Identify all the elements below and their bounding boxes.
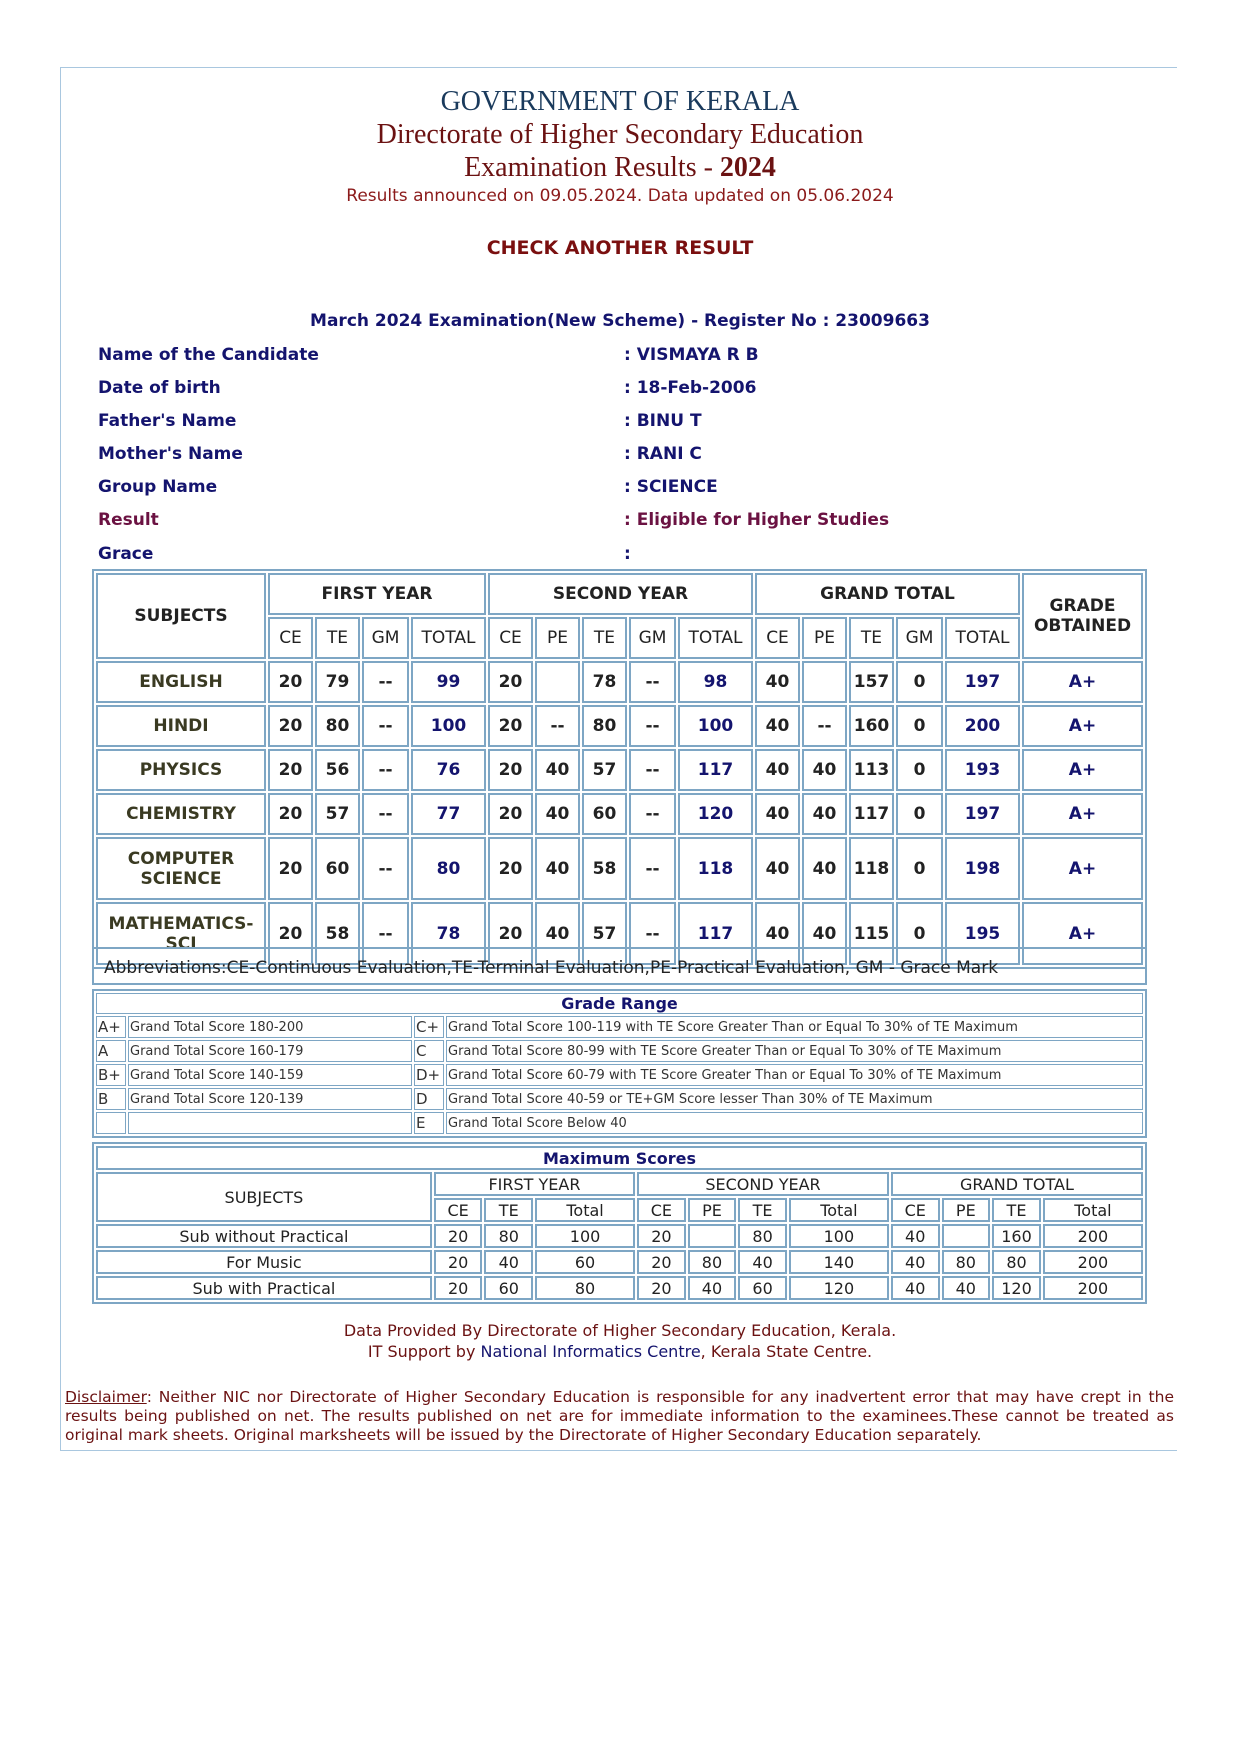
subject-name: CHEMISTRY <box>96 793 266 835</box>
col-header: CE <box>891 1198 940 1222</box>
grace-value: : <box>624 544 631 564</box>
max-cell <box>942 1224 991 1248</box>
max-cell: 80 <box>738 1224 787 1248</box>
disclaimer-text: : Neither NIC nor Directorate of Higher Secondary Education is responsible for any inadvertent error that may have crept in the results being published on net. The results published on net are for immediate information to the examinees.These cannot be treated as original mark sheets. Original marksheets will be issued by the Directorate of Higher Secondary Education separately. <box>65 1388 1174 1444</box>
score-cell: 0 <box>896 661 943 703</box>
score-cell: 20 <box>268 749 313 791</box>
grade-desc <box>128 1112 412 1134</box>
score-cell: 0 <box>896 793 943 835</box>
max-cell: 200 <box>1043 1276 1143 1300</box>
score-cell: 40 <box>802 749 847 791</box>
grade-key <box>96 1112 126 1134</box>
score-cell: 40 <box>535 902 580 965</box>
max-cell: 40 <box>891 1250 940 1274</box>
exam-year: 2024 <box>719 152 776 183</box>
score-cell: -- <box>362 902 409 965</box>
max-cell: 40 <box>688 1276 737 1300</box>
it-support-prefix: IT Support by <box>367 1342 481 1361</box>
group-name-label: Group Name <box>98 477 218 497</box>
max-subjects-header: SUBJECTS <box>96 1172 432 1222</box>
max-cell: 200 <box>1043 1224 1143 1248</box>
total-cell: 197 <box>945 793 1020 835</box>
score-cell: 40 <box>535 749 580 791</box>
score-cell: 20 <box>488 837 533 900</box>
grade-key: B <box>96 1088 126 1110</box>
total-cell: 198 <box>945 837 1020 900</box>
col-header: TE <box>849 617 894 659</box>
max-first-year-header: FIRST YEAR <box>434 1172 635 1196</box>
score-cell: 118 <box>849 837 894 900</box>
dob-value: : 18-Feb-2006 <box>624 378 757 398</box>
total-cell: 193 <box>945 749 1020 791</box>
score-cell <box>802 661 847 703</box>
col-header: GM <box>362 617 409 659</box>
score-cell: 79 <box>315 661 360 703</box>
grade-desc: Grand Total Score 180-200 <box>128 1016 412 1038</box>
max-cell: 160 <box>992 1224 1041 1248</box>
score-cell: 20 <box>488 902 533 965</box>
total-cell: 195 <box>945 902 1020 965</box>
max-row-label: Sub without Practical <box>96 1224 432 1248</box>
max-grand-total-header: GRAND TOTAL <box>891 1172 1143 1196</box>
score-cell: 0 <box>896 837 943 900</box>
score-cell: 20 <box>488 705 533 747</box>
max-cell: 20 <box>434 1250 483 1274</box>
father-name-label: Father's Name <box>98 411 237 431</box>
score-cell: -- <box>629 661 676 703</box>
total-cell: 99 <box>411 661 486 703</box>
max-cell <box>688 1224 737 1248</box>
total-cell: 100 <box>678 705 753 747</box>
score-cell: -- <box>629 793 676 835</box>
grace-label: Grace <box>98 544 154 564</box>
grade-desc: Grand Total Score 100-119 with TE Score Greater Than or Equal To 30% of TE Maximum <box>446 1016 1143 1038</box>
grade-cell: A+ <box>1022 661 1143 703</box>
dob-label: Date of birth <box>98 378 221 398</box>
score-cell: 0 <box>896 902 943 965</box>
max-cell: 60 <box>535 1250 635 1274</box>
score-cell: -- <box>802 705 847 747</box>
grade-cell: A+ <box>1022 749 1143 791</box>
max-cell: 20 <box>637 1250 686 1274</box>
score-cell: 20 <box>488 749 533 791</box>
score-cell: 40 <box>755 793 800 835</box>
table-row <box>96 837 1143 900</box>
score-cell: 20 <box>268 902 313 965</box>
score-cell: 0 <box>896 705 943 747</box>
table-row <box>96 1040 1143 1062</box>
max-cell: 40 <box>891 1276 940 1300</box>
score-cell: 20 <box>268 793 313 835</box>
score-cell: 115 <box>849 902 894 965</box>
col-header: PE <box>535 617 580 659</box>
table-row <box>96 1088 1143 1110</box>
score-cell: 40 <box>802 902 847 965</box>
score-cell: 40 <box>535 837 580 900</box>
col-header: PE <box>688 1198 737 1222</box>
mother-name-label: Mother's Name <box>98 444 243 464</box>
score-cell: -- <box>629 749 676 791</box>
score-cell: 60 <box>582 793 627 835</box>
result-value: : Eligible for Higher Studies <box>624 510 890 530</box>
col-header: CE <box>637 1198 686 1222</box>
total-cell: 98 <box>678 661 753 703</box>
total-cell: 100 <box>411 705 486 747</box>
total-cell: 200 <box>945 705 1020 747</box>
score-cell: 80 <box>315 705 360 747</box>
candidate-name-value: : VISMAYA R B <box>624 345 759 365</box>
table-row <box>96 1016 1143 1038</box>
grade-cell: A+ <box>1022 837 1143 900</box>
candidate-name-label: Name of the Candidate <box>98 345 319 365</box>
score-cell: 160 <box>849 705 894 747</box>
col-header: TOTAL <box>678 617 753 659</box>
score-cell: 78 <box>582 661 627 703</box>
score-cell: 40 <box>802 793 847 835</box>
score-cell: -- <box>362 705 409 747</box>
col-header: Total <box>789 1198 889 1222</box>
score-cell: 20 <box>488 661 533 703</box>
total-cell: 78 <box>411 902 486 965</box>
group-name-value: : SCIENCE <box>624 477 718 497</box>
max-cell: 140 <box>789 1250 889 1274</box>
table-row <box>96 793 1143 835</box>
score-cell: -- <box>629 837 676 900</box>
max-cell: 20 <box>434 1276 483 1300</box>
grade-desc: Grand Total Score 80-99 with TE Score Greater Than or Equal To 30% of TE Maximum <box>446 1040 1143 1062</box>
disclaimer <box>65 1388 1174 1445</box>
max-cell: 40 <box>942 1276 991 1300</box>
score-cell: 20 <box>268 661 313 703</box>
grade-desc: Grand Total Score Below 40 <box>446 1112 1143 1134</box>
max-cell: 200 <box>1043 1250 1143 1274</box>
score-cell: -- <box>362 661 409 703</box>
grade-obtained-header: GRADE OBTAINED <box>1022 573 1143 659</box>
table-row <box>96 1276 1143 1300</box>
max-cell: 40 <box>891 1224 940 1248</box>
score-cell: 20 <box>268 837 313 900</box>
exam-register-title: March 2024 Examination(New Scheme) - Register No : 23009663 <box>310 311 930 331</box>
mother-name-value: : RANI C <box>624 444 702 464</box>
max-cell: 80 <box>942 1250 991 1274</box>
col-header: TE <box>582 617 627 659</box>
announced-note: Results announced on 09.05.2024. Data updated on 05.06.2024 <box>346 186 894 206</box>
col-header: CE <box>488 617 533 659</box>
grade-range-table <box>92 989 1147 1138</box>
score-cell: 117 <box>849 793 894 835</box>
nic-link[interactable]: National Informatics Centre <box>480 1342 701 1361</box>
score-cell: -- <box>535 705 580 747</box>
col-header: CE <box>434 1198 483 1222</box>
table-row <box>96 1112 1143 1134</box>
table-row <box>96 661 1143 703</box>
max-cell: 40 <box>738 1250 787 1274</box>
it-support-note <box>0 1342 1240 1361</box>
max-cell: 80 <box>992 1250 1041 1274</box>
col-header: CE <box>755 617 800 659</box>
score-cell: 40 <box>802 837 847 900</box>
col-header: PE <box>942 1198 991 1222</box>
grade-key: C <box>414 1040 444 1062</box>
score-cell: 20 <box>488 793 533 835</box>
score-cell: 58 <box>582 837 627 900</box>
abbreviations-note: Abbreviations:CE-Continuous Evaluation,TE-Terminal Evaluation,PE-Practical Evaluation, GM - Grace Mark <box>92 947 1147 985</box>
marks-table <box>92 569 1147 969</box>
col-header: TE <box>484 1198 533 1222</box>
grade-key: A+ <box>96 1016 126 1038</box>
total-cell: 117 <box>678 749 753 791</box>
table-row <box>96 1064 1143 1086</box>
subject-name: PHYSICS <box>96 749 266 791</box>
it-support-suffix: , Kerala State Centre. <box>700 1342 873 1361</box>
score-cell: 40 <box>755 837 800 900</box>
govt-title: GOVERNMENT OF KERALA <box>440 86 800 117</box>
subjects-header: SUBJECTS <box>96 573 266 659</box>
grade-desc: Grand Total Score 40-59 or TE+GM Score lesser Than 30% of TE Maximum <box>446 1088 1143 1110</box>
first-year-header: FIRST YEAR <box>268 573 486 615</box>
score-cell: 40 <box>535 793 580 835</box>
col-header: Total <box>1043 1198 1143 1222</box>
grade-desc: Grand Total Score 160-179 <box>128 1040 412 1062</box>
col-header: TE <box>992 1198 1041 1222</box>
max-cell: 100 <box>535 1224 635 1248</box>
max-cell: 120 <box>992 1276 1041 1300</box>
score-cell: 58 <box>315 902 360 965</box>
directorate-title: Directorate of Higher Secondary Education <box>376 119 864 150</box>
table-row <box>96 1224 1143 1248</box>
total-cell: 118 <box>678 837 753 900</box>
col-header: GM <box>896 617 943 659</box>
max-cell: 80 <box>484 1224 533 1248</box>
col-header: TOTAL <box>411 617 486 659</box>
maximum-scores-table <box>92 1142 1147 1304</box>
data-provided-note: Data Provided By Directorate of Higher Secondary Education, Kerala. <box>343 1321 897 1340</box>
table-row <box>96 1250 1143 1274</box>
score-cell: -- <box>629 902 676 965</box>
grand-total-header: GRAND TOTAL <box>755 573 1020 615</box>
max-cell: 40 <box>484 1250 533 1274</box>
grade-cell: A+ <box>1022 902 1143 965</box>
subject-name: MATHEMATICS-SCI <box>96 902 266 965</box>
grade-desc: Grand Total Score 60-79 with TE Score Greater Than or Equal To 30% of TE Maximum <box>446 1064 1143 1086</box>
max-row-label: For Music <box>96 1250 432 1274</box>
exam-results-title <box>0 152 1240 184</box>
max-cell: 80 <box>688 1250 737 1274</box>
grade-range-title: Grade Range <box>96 993 1143 1014</box>
col-header: Total <box>535 1198 635 1222</box>
score-cell: -- <box>629 705 676 747</box>
subject-name: COMPUTER SCIENCE <box>96 837 266 900</box>
second-year-header: SECOND YEAR <box>488 573 753 615</box>
grade-desc: Grand Total Score 120-139 <box>128 1088 412 1110</box>
grade-cell: A+ <box>1022 793 1143 835</box>
disclaimer-label: Disclaimer <box>65 1388 147 1406</box>
score-cell: -- <box>362 749 409 791</box>
score-cell: 40 <box>755 705 800 747</box>
score-cell: 0 <box>896 749 943 791</box>
score-cell: 57 <box>315 793 360 835</box>
col-header: TE <box>738 1198 787 1222</box>
result-label: Result <box>98 510 159 530</box>
grade-cell: A+ <box>1022 705 1143 747</box>
score-cell: -- <box>362 793 409 835</box>
check-another-result-link[interactable]: CHECK ANOTHER RESULT <box>486 237 754 259</box>
col-header: TE <box>315 617 360 659</box>
score-cell: 80 <box>582 705 627 747</box>
father-name-value: : BINU T <box>624 411 702 431</box>
grade-key: D+ <box>414 1064 444 1086</box>
max-cell: 80 <box>535 1276 635 1300</box>
max-row-label: Sub with Practical <box>96 1276 432 1300</box>
score-cell: -- <box>362 837 409 900</box>
table-row <box>96 749 1143 791</box>
score-cell: 40 <box>755 749 800 791</box>
subject-name: ENGLISH <box>96 661 266 703</box>
score-cell: 57 <box>582 902 627 965</box>
max-cell: 20 <box>434 1224 483 1248</box>
grade-key: D <box>414 1088 444 1110</box>
score-cell: 40 <box>755 661 800 703</box>
score-cell: 113 <box>849 749 894 791</box>
col-header: PE <box>802 617 847 659</box>
max-cell: 120 <box>789 1276 889 1300</box>
score-cell: 60 <box>315 837 360 900</box>
grade-key: C+ <box>414 1016 444 1038</box>
grade-key: E <box>414 1112 444 1134</box>
score-cell: 40 <box>755 902 800 965</box>
col-header: CE <box>268 617 313 659</box>
total-cell: 117 <box>678 902 753 965</box>
total-cell: 197 <box>945 661 1020 703</box>
score-cell: 57 <box>582 749 627 791</box>
score-cell <box>535 661 580 703</box>
total-cell: 80 <box>411 837 486 900</box>
max-cell: 60 <box>738 1276 787 1300</box>
max-cell: 20 <box>637 1224 686 1248</box>
total-cell: 77 <box>411 793 486 835</box>
exam-results-prefix: Examination Results - <box>464 152 720 183</box>
grade-key: A <box>96 1040 126 1062</box>
col-header: GM <box>629 617 676 659</box>
score-cell: 20 <box>268 705 313 747</box>
maximum-scores-title: Maximum Scores <box>96 1146 1143 1170</box>
max-cell: 20 <box>637 1276 686 1300</box>
score-cell: 157 <box>849 661 894 703</box>
score-cell: 56 <box>315 749 360 791</box>
max-cell: 100 <box>789 1224 889 1248</box>
subject-name: HINDI <box>96 705 266 747</box>
total-cell: 76 <box>411 749 486 791</box>
max-second-year-header: SECOND YEAR <box>637 1172 889 1196</box>
max-cell: 60 <box>484 1276 533 1300</box>
grade-key: B+ <box>96 1064 126 1086</box>
total-cell: 120 <box>678 793 753 835</box>
col-header: TOTAL <box>945 617 1020 659</box>
table-row <box>96 705 1143 747</box>
grade-desc: Grand Total Score 140-159 <box>128 1064 412 1086</box>
